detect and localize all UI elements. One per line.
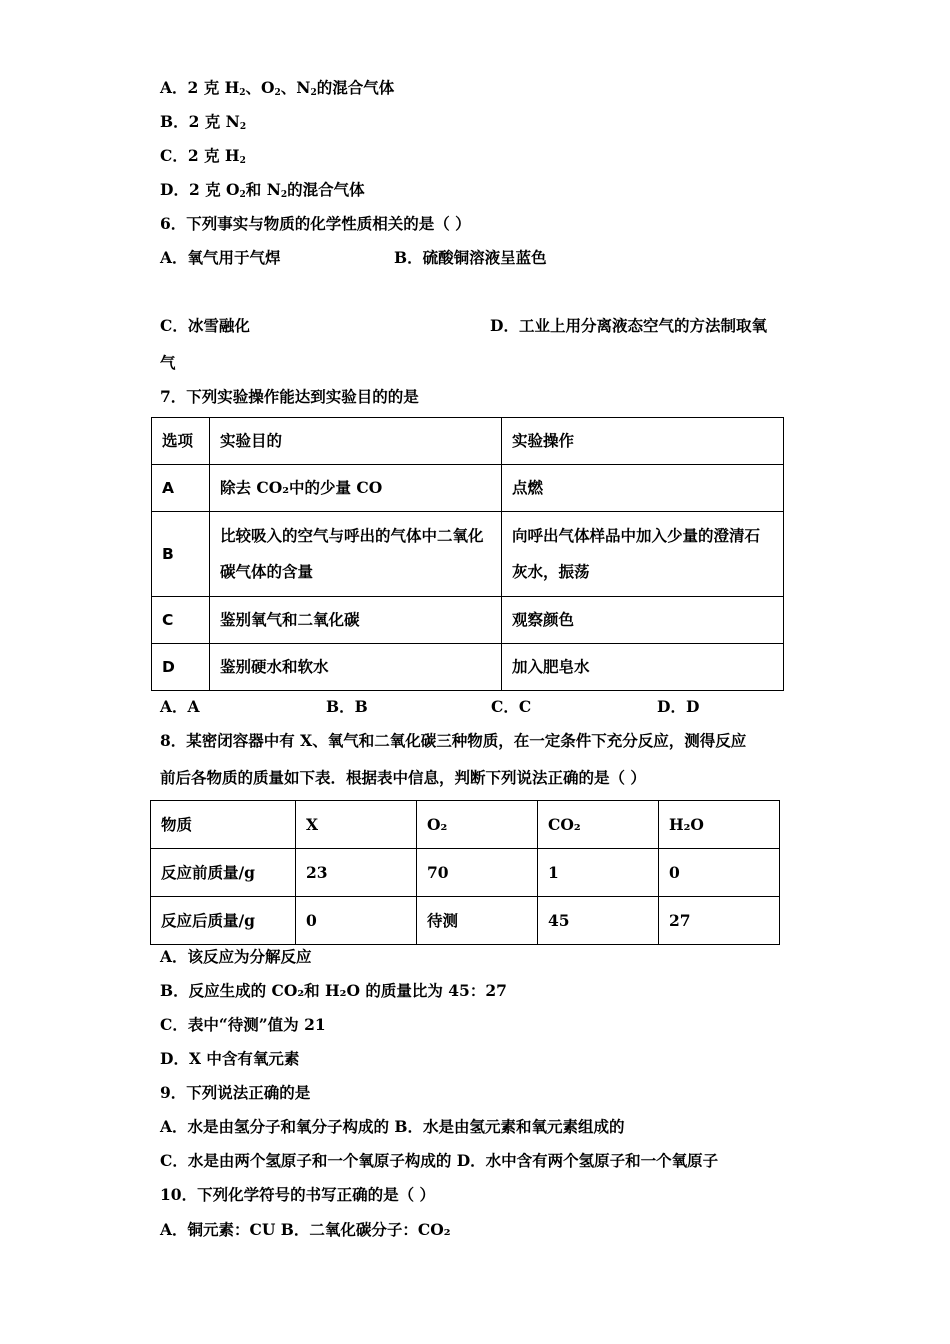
q10-stem: 10．下列化学符号的书写正确的是（ ） [160, 1185, 435, 1204]
q9-options-ab: A．水是由氢分子和氧分子构成的 B．水是由氢元素和氧元素组成的 [160, 1117, 625, 1136]
q6-option-a: A．氧气用于气焊 [160, 248, 281, 267]
q6-option-d: D．工业上用分离液态空气的方法制取氧 [490, 316, 767, 335]
q7-choice-c: C．C [491, 697, 532, 716]
header-cell: CO₂ [538, 801, 659, 849]
q7-table [151, 417, 784, 691]
value-cell: 27 [659, 897, 780, 945]
row-label-cell: 反应前质量/g [151, 849, 296, 897]
q6-option-c: C．冰雪融化 [160, 316, 250, 335]
header-cell: 选项 [152, 418, 210, 465]
table-header-row [152, 418, 784, 465]
row-label-cell: 反应后质量/g [151, 897, 296, 945]
q8-option-b: B．反应生成的 CO₂和 H₂O 的质量比为 45：27 [160, 981, 507, 1000]
q7-choice-a: A．A [160, 697, 200, 716]
q9-stem: 9．下列说法正确的是 [160, 1083, 311, 1102]
table-row [151, 849, 780, 897]
q8-option-d: D．X 中含有氧元素 [160, 1049, 300, 1068]
goal-cell: 比较吸入的空气与呼出的气体中二氧化碳气体的含量 [210, 512, 502, 597]
value-cell: 0 [296, 897, 417, 945]
q5-option-c: C．2 克 $H_2$ [160, 146, 246, 166]
q6-stem: 6．下列事实与物质的化学性质相关的是（ ） [160, 214, 471, 233]
q7-choice-d: D．D [657, 697, 700, 716]
q5-option-a: A．2 克 $H_2$、$O_2$、$N_2$的混合气体 [160, 78, 395, 98]
table-row [152, 512, 784, 597]
q8-table [150, 800, 780, 945]
header-cell: H₂O [659, 801, 780, 849]
table-row [152, 465, 784, 512]
q7-choice-b: B．B [326, 697, 368, 716]
q8-option-a: A．该反应为分解反应 [160, 947, 312, 966]
q7-stem: 7．下列实验操作能达到实验目的的是 [160, 387, 419, 406]
header-cell: X [296, 801, 417, 849]
table-row [151, 897, 780, 945]
header-cell: O₂ [417, 801, 538, 849]
q6-option-d-continued: 气 [160, 353, 176, 372]
value-cell: 45 [538, 897, 659, 945]
q9-options-cd: C．水是由两个氢原子和一个氧原子构成的 D．水中含有两个氢原子和一个氧原子 [160, 1151, 719, 1170]
value-cell: 23 [296, 849, 417, 897]
table-row [152, 644, 784, 691]
header-cell: 实验目的 [210, 418, 502, 465]
table-header-row [151, 801, 780, 849]
goal-cell: 鉴别硬水和软水 [210, 644, 502, 691]
goal-cell: 鉴别氧气和二氧化碳 [210, 597, 502, 644]
option-cell: B [152, 512, 210, 597]
option-cell: A [152, 465, 210, 512]
q5-option-b: B．2 克 $N_2$ [160, 112, 247, 132]
option-cell: C [152, 597, 210, 644]
q8-stem-line1: 8．某密闭容器中有 X、氧气和二氧化碳三种物质，在一定条件下充分反应，测得反应 [160, 731, 747, 750]
operation-cell: 观察颜色 [502, 597, 784, 644]
operation-cell: 向呼出气体样品中加入少量的澄清石灰水，振荡 [502, 512, 784, 597]
operation-cell: 点燃 [502, 465, 784, 512]
operation-cell: 加入肥皂水 [502, 644, 784, 691]
value-cell: 待测 [417, 897, 538, 945]
value-cell: 70 [417, 849, 538, 897]
header-cell: 物质 [151, 801, 296, 849]
option-cell: D [152, 644, 210, 691]
q10-options-ab: A．铜元素：CU B．二氧化碳分子：CO₂ [160, 1220, 451, 1239]
value-cell: 1 [538, 849, 659, 897]
q8-option-c: C．表中“待测”值为 21 [160, 1015, 326, 1034]
table-row [152, 597, 784, 644]
header-cell: 实验操作 [502, 418, 784, 465]
q8-stem-line2: 前后各物质的质量如下表．根据表中信息，判断下列说法正确的是（ ） [160, 768, 646, 787]
value-cell: 0 [659, 849, 780, 897]
goal-cell: 除去 CO₂中的少量 CO [210, 465, 502, 512]
q6-option-b: B．硫酸铜溶液呈蓝色 [394, 248, 547, 267]
q5-option-d: D．2 克 $O_2$和 $N_2$的混合气体 [160, 180, 365, 200]
